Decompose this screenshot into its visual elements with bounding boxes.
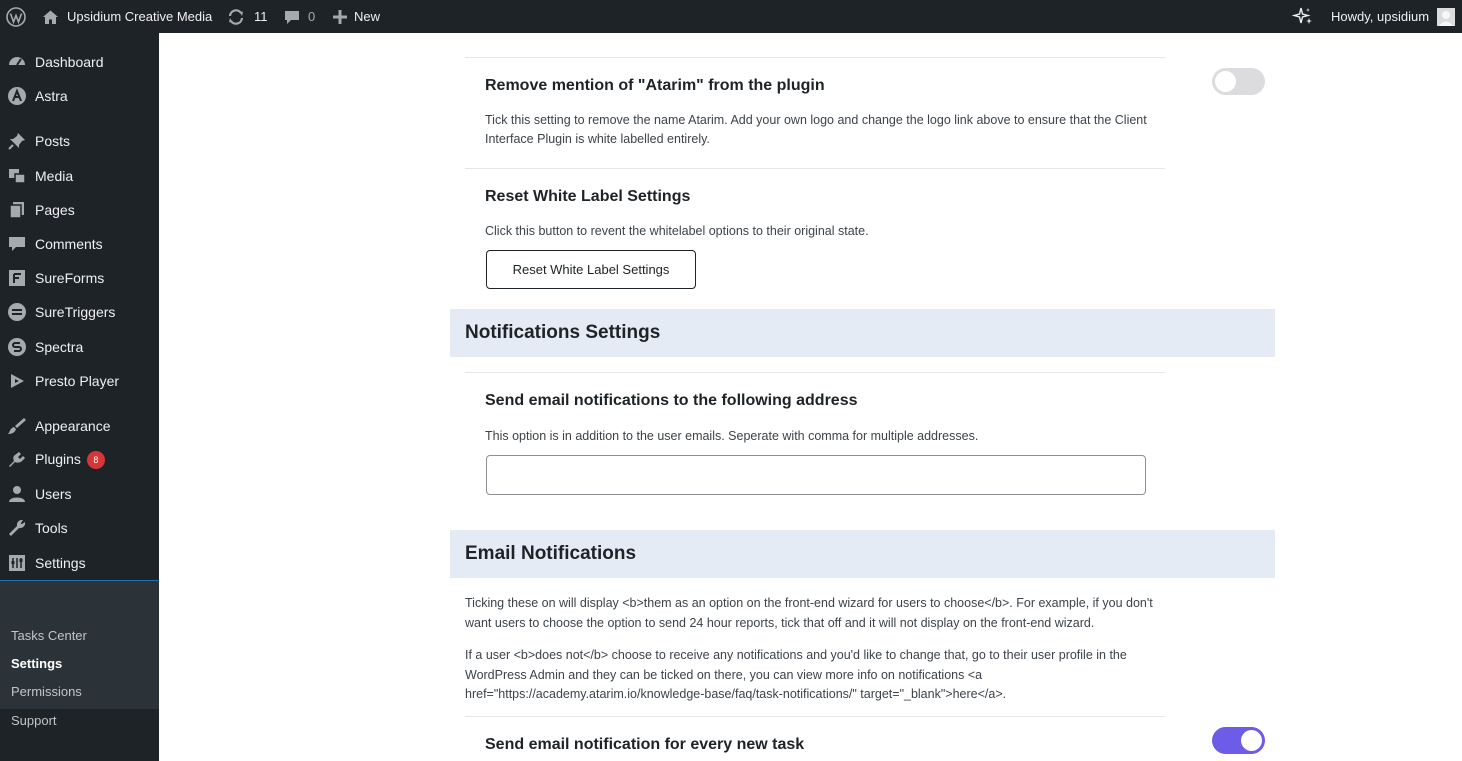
new-label: New bbox=[354, 9, 381, 24]
plug-icon bbox=[7, 450, 27, 470]
menu-item-plugins[interactable] bbox=[0, 443, 159, 477]
admin-bar bbox=[0, 0, 1462, 33]
greeting: Howdy, upsidium bbox=[1331, 9, 1430, 24]
divider bbox=[465, 716, 1165, 717]
menu-item-sureforms[interactable]: SureForms bbox=[0, 261, 159, 295]
submenu-item-tasks-center[interactable]: Tasks Center bbox=[11, 628, 87, 643]
wrench-icon bbox=[7, 518, 27, 538]
menu-item-comments[interactable]: Comments bbox=[0, 227, 159, 261]
comments-link[interactable] bbox=[284, 0, 315, 33]
dashboard-icon bbox=[7, 52, 27, 72]
plugins-update-badge: 8 bbox=[87, 451, 105, 469]
menu-item-media[interactable]: Media bbox=[0, 159, 159, 193]
menu-item-presto-player[interactable]: Presto Player bbox=[0, 364, 159, 398]
remove-mention-title: Remove mention of "Atarim" from the plugin bbox=[485, 77, 825, 94]
plus-icon bbox=[333, 10, 347, 24]
submenu-item-settings[interactable]: Settings bbox=[11, 656, 63, 671]
comment-bubble-icon bbox=[284, 9, 300, 25]
notification-email-input[interactable] bbox=[486, 455, 1146, 495]
section-title: Email Notifications bbox=[465, 543, 637, 564]
media-icon bbox=[7, 166, 27, 186]
astra-icon bbox=[7, 86, 27, 106]
menu-item-posts[interactable]: Posts bbox=[0, 124, 159, 158]
presto-player-icon bbox=[7, 371, 27, 391]
reset-white-label-title: Reset White Label Settings bbox=[485, 188, 691, 205]
updates-icon bbox=[227, 9, 245, 25]
sliders-icon bbox=[7, 553, 27, 573]
ai-sparkle-icon[interactable] bbox=[1292, 0, 1314, 33]
site-name-link[interactable] bbox=[42, 0, 212, 33]
comment-icon bbox=[7, 234, 27, 254]
menu-item-spectra[interactable]: Spectra bbox=[0, 330, 159, 364]
wordpress-logo-icon[interactable] bbox=[6, 0, 26, 33]
email-notifications-info-2: If a user <b>does not</b> choose to receive any notifications and you'd like to change that, go to their user profile in the WordPress Admin and they can be ticked on there, you can view more info on notifications <a href="https://academy.atarim.io/knowledge-base/faq/task-notifications/" target="_blank">here</a>. bbox=[465, 648, 1127, 701]
email-notifications-info-1: Ticking these on will display <b>them as an option on the front-end wizard for users to choose</b>. For example, if you don't want users to choose the option to send 24 hour reports, tick that off and it will not display on the front-end wizard. bbox=[465, 596, 1153, 630]
menu-item-pages[interactable]: Pages bbox=[0, 193, 159, 227]
section-title: Notifications Settings bbox=[465, 322, 661, 343]
updates-link[interactable] bbox=[227, 0, 268, 33]
divider bbox=[465, 57, 1165, 58]
avatar bbox=[1437, 8, 1455, 26]
new-task-notification-toggle[interactable] bbox=[1212, 727, 1265, 754]
divider bbox=[465, 372, 1165, 373]
toggle-knob bbox=[1241, 730, 1262, 751]
send-email-description: This option is in addition to the user emails. Seperate with comma for multiple addresses. bbox=[485, 429, 979, 443]
spectra-icon bbox=[7, 337, 27, 357]
submenu-item-permissions[interactable]: Permissions bbox=[11, 684, 82, 699]
brush-icon bbox=[7, 416, 27, 436]
user-icon bbox=[7, 484, 27, 504]
submenu-item-support[interactable]: Support bbox=[11, 713, 57, 728]
menu-item-appearance[interactable]: Appearance bbox=[0, 409, 159, 443]
remove-mention-description: Tick this setting to remove the name Atarim. Add your own logo and change the logo link above to ensure that the Client Interface Plugin is white labelled entirely. bbox=[485, 113, 1147, 146]
menu-label: Plugins bbox=[35, 450, 81, 467]
notifications-settings-header bbox=[450, 309, 1275, 357]
menu-item-astra[interactable]: Astra bbox=[0, 79, 159, 113]
updates-count: 11 bbox=[254, 9, 268, 24]
send-email-title: Send email notifications to the following address bbox=[485, 392, 858, 409]
home-icon bbox=[42, 9, 59, 25]
new-content-link[interactable] bbox=[333, 0, 380, 33]
email-notifications-header bbox=[450, 530, 1275, 578]
pin-icon bbox=[7, 131, 27, 151]
reset-white-label-description: Click this button to revent the whitelabel options to their original state. bbox=[485, 224, 869, 238]
divider bbox=[465, 168, 1165, 169]
comments-count: 0 bbox=[308, 9, 316, 24]
toggle-knob bbox=[1215, 71, 1236, 92]
site-name: Upsidium Creative Media bbox=[67, 9, 213, 24]
suretriggers-icon bbox=[7, 302, 27, 322]
pages-icon bbox=[7, 200, 27, 220]
menu-item-tools[interactable]: Tools bbox=[0, 511, 159, 545]
my-account-link[interactable] bbox=[1331, 0, 1455, 33]
remove-mention-toggle[interactable] bbox=[1212, 68, 1265, 95]
reset-white-label-button[interactable]: Reset White Label Settings bbox=[486, 250, 696, 289]
menu-item-dashboard[interactable]: Dashboard bbox=[0, 45, 159, 79]
menu-item-suretriggers[interactable]: SureTriggers bbox=[0, 295, 159, 329]
menu-item-settings[interactable]: Settings bbox=[0, 546, 159, 580]
menu-item-users[interactable]: Users bbox=[0, 477, 159, 511]
new-task-notification-title: Send email notification for every new task bbox=[485, 736, 805, 753]
sureforms-icon bbox=[7, 268, 27, 288]
